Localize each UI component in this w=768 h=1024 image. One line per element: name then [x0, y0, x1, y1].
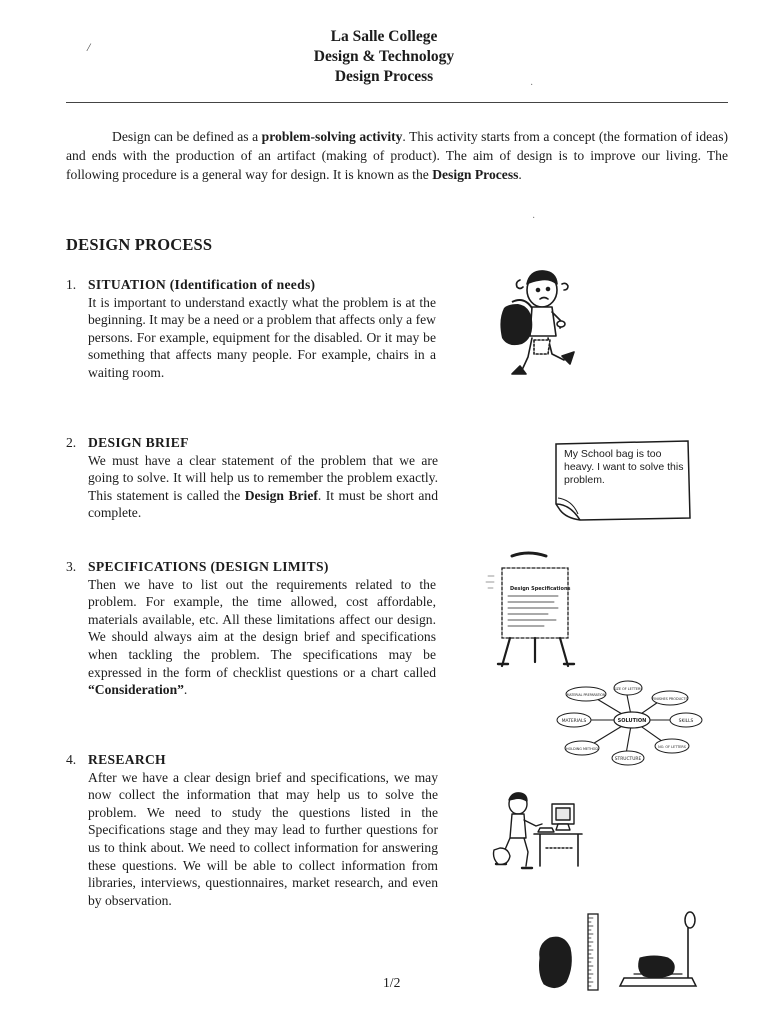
scan-speck: · [530, 80, 534, 91]
step-number: 4. [66, 752, 77, 767]
step-number: 2. [66, 435, 77, 450]
step-body-text: Then we have to list out the requirements related to the problem. For example, the time allowed, cost affordable, materials available, etc. All these limitations affect our design. We should always aim at the design brief and specifications when tackling the problem. The specifications may be expressed in the form of checklist questions or a chart called [88, 576, 436, 680]
step-title: SITUATION (Identification of needs) [88, 277, 316, 292]
mindmap-node: STRUCTURE [614, 757, 642, 762]
step-design-brief [66, 434, 438, 522]
mindmap-center: SOLUTION [617, 718, 647, 724]
design-brief-note [552, 440, 692, 516]
intro-text-b: . This activity starts from a concept (the formation of ideas) and ends with the production of an artifact (making of product). The aim of design is to improve our living. The following procedure is a general way for design. It is known as the [66, 129, 729, 182]
step-specifications [66, 558, 436, 699]
step-research [66, 751, 438, 909]
measuring-tools-illustration [536, 908, 708, 994]
easel-heading: Design Specifications [510, 586, 571, 592]
specification-easel-illustration [480, 550, 576, 672]
step-body-bold: “Consideration” [88, 682, 184, 698]
intro-paragraph [66, 127, 728, 184]
step-body: After we have a clear design brief and specifications, we may now collect the information that may help us to solve the problem. We need to study the questions listed in the Specifications stage and they may lead to further questions for us to think about. We need to collect information for answering these questions. We will be able to collect information from libraries, interviews, questionnaires, market research, and even by observation. [88, 769, 438, 908]
document-header [0, 27, 768, 87]
step-body [88, 452, 438, 522]
boy-with-schoolbag-illustration [490, 262, 582, 382]
mindmap-node: MATERIAL PREPARATION [566, 693, 606, 697]
step-body-bold: Design Brief [244, 487, 318, 503]
step-title: SPECIFICATIONS (DESIGN LIMITS) [88, 559, 329, 574]
section-heading: DESIGN PROCESS [66, 235, 213, 254]
step-body: It is important to understand exactly what the problem is at the beginning. It may be a need or a problem that affects only a few persons. For example, equipment for the disabled. Or it may be something that affects many people. For example, chairs in a waiting room. [88, 294, 436, 380]
mindmap-node: FINISHES PRODUCTS [652, 697, 688, 701]
intro-text-c: . [518, 167, 522, 182]
mindmap-node: SIZE OF LETTERS [613, 687, 643, 691]
step-title: RESEARCH [88, 752, 166, 767]
step-number: 3. [66, 559, 77, 574]
scan-speck: · [532, 213, 536, 224]
step-body [88, 576, 436, 699]
note-text: My School bag is too heavy. I want to solve this problem. [564, 448, 684, 486]
intro-bold-b: Design Process [432, 167, 519, 182]
mindmap-node: SKILLS [678, 719, 694, 724]
school-name: La Salle College [330, 28, 438, 45]
mindmap-node: HOLDING METHOD [566, 747, 598, 751]
stray-mark: / [87, 40, 91, 54]
step-body-text-end: . It must be short and complete. [88, 487, 438, 521]
header-divider [66, 102, 728, 103]
step-body-text: We must have a clear statement of the problem that we are going to solve. It will help us to remember the problem exactly. This statement is called the [88, 452, 438, 503]
step-number: 1. [66, 277, 77, 292]
page-number: 1/2 [383, 975, 401, 990]
consideration-mindmap-illustration [554, 676, 710, 770]
step-body-text-end: . [183, 682, 188, 698]
step-title: DESIGN BRIEF [88, 435, 189, 450]
document-title: Design Process [334, 68, 434, 85]
intro-text-a: Design can be defined as a [112, 129, 262, 144]
mindmap-node: MATERIALS [561, 719, 587, 724]
mindmap-node: NO. OF LETTERS [658, 745, 686, 749]
subject-name: Design & Technology [313, 48, 455, 65]
boy-at-computer-illustration [490, 790, 586, 872]
intro-bold-a: problem-solving activity [261, 129, 403, 144]
step-situation [66, 276, 436, 382]
